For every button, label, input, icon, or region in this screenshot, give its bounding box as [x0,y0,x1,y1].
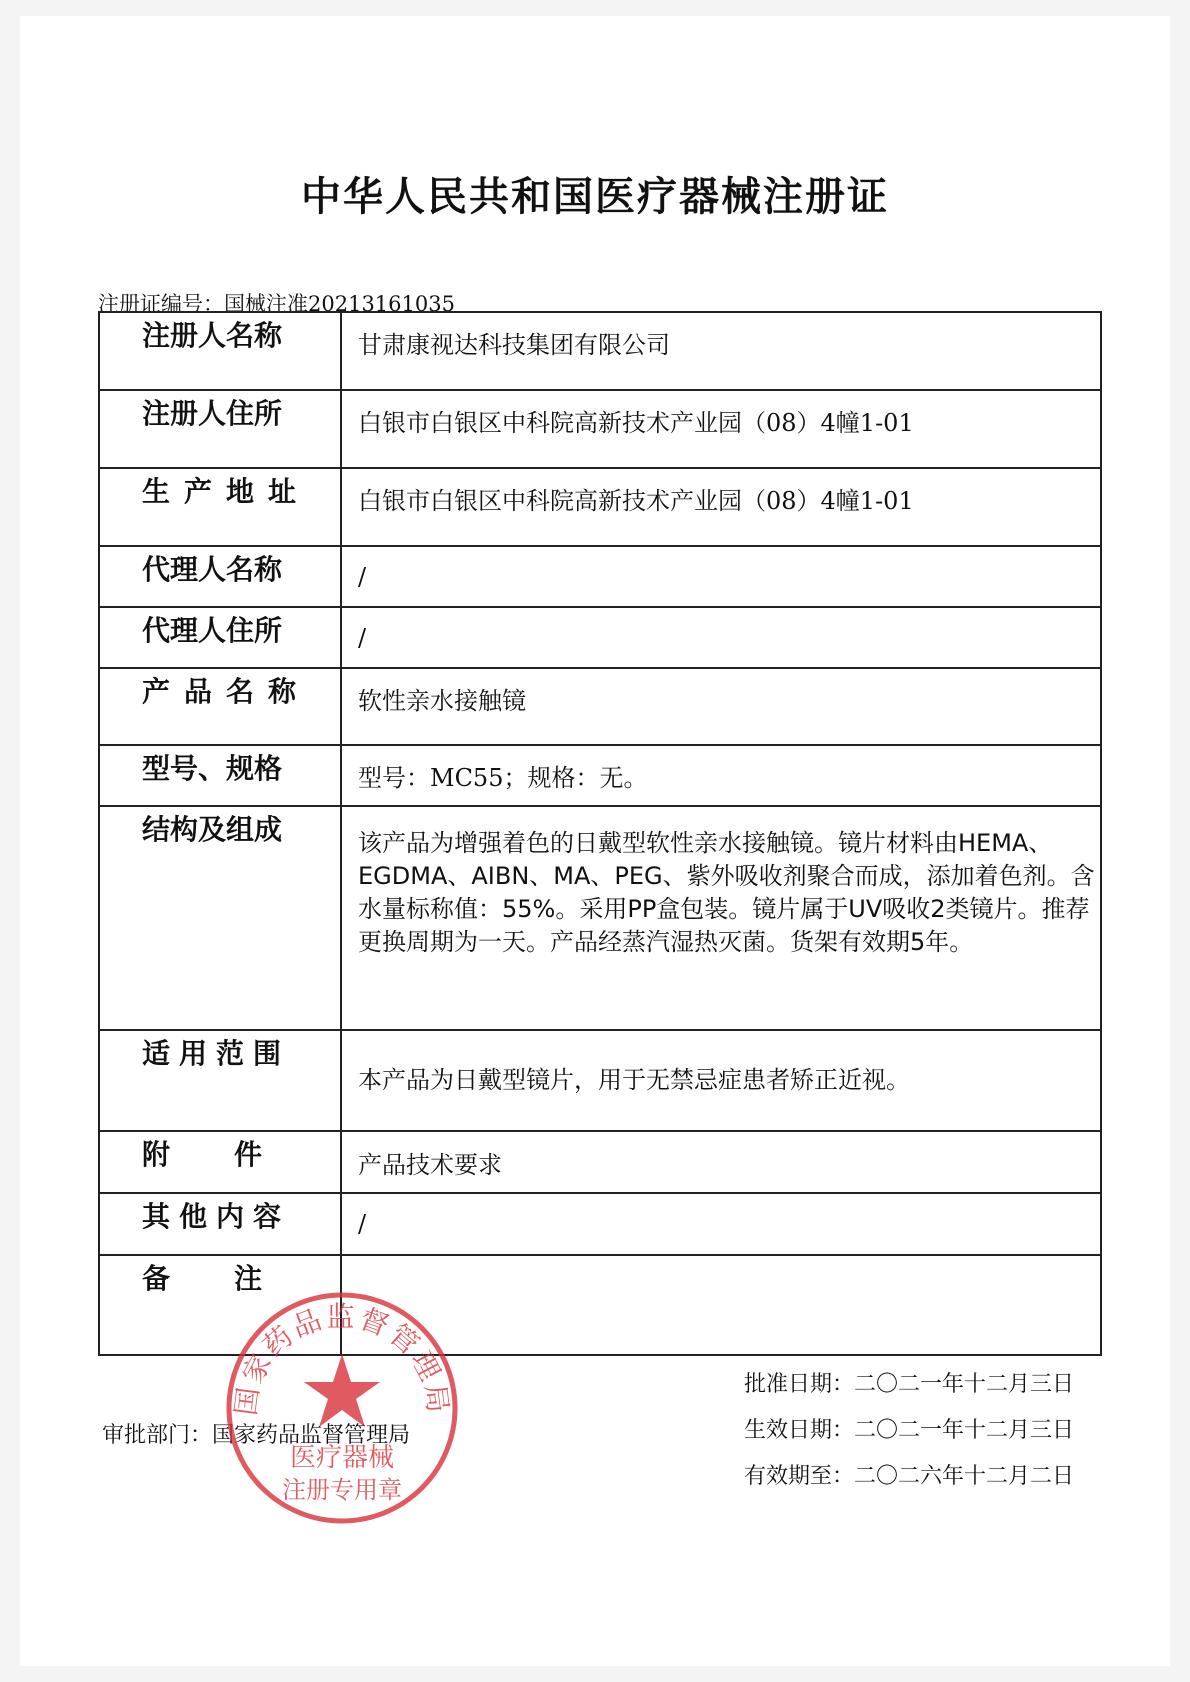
dates-block [744,1362,1074,1500]
table-row [99,1193,1101,1255]
row-value: 白银市白银区中科院高新技术产业园（08）4幢1-01 [341,468,1101,546]
row-label: 注册人住所 [99,390,341,468]
row-label: 备注 [99,1255,341,1355]
seal-center-line1: 医疗器械 [289,1443,395,1473]
table-row [99,806,1101,1030]
table-row [99,1131,1101,1193]
row-value: 产品技术要求 [341,1131,1101,1193]
row-value: 该产品为增强着色的日戴型软性亲水接触镜。镜片材料由HEMA、EGDMA、AIBN、MA、PEG、紫外吸收剂聚合而成，添加着色剂。含水量标称值：55%。采用PP盒包装。镜片属于UV吸收2类镜片。推荐更换周期为一天。产品经蒸汽湿热灭菌。货架有效期5年。 [341,806,1101,1030]
page-title: 中华人民共和国医疗器械注册证 [301,174,889,220]
row-value: / [341,1193,1101,1255]
table-row [99,546,1101,607]
row-value: 白银市白银区中科院高新技术产业园（08）4幢1-01 [341,390,1101,468]
row-label: 结构及组成 [99,806,341,1030]
table-row [99,468,1101,546]
table-row [99,607,1101,668]
table-row [99,312,1101,390]
seal-center-line2: 注册专用章 [282,1476,402,1504]
row-label: 型号、规格 [99,745,341,806]
approval-department: 审批部门：国家药品监督管理局 [102,1423,411,1448]
row-label: 代理人住所 [99,607,341,668]
certificate-table [98,311,1102,1356]
row-value: / [341,546,1101,607]
row-label: 其他内容 [99,1193,341,1255]
row-value: 甘肃康视达科技集团有限公司 [341,312,1101,390]
row-value: / [341,607,1101,668]
row-value: 本产品为日戴型镜片，用于无禁忌症患者矫正近视。 [341,1030,1101,1131]
table-row [99,668,1101,745]
table-row [99,745,1101,806]
row-label: 产品名称 [99,668,341,745]
approval-date: 批准日期：二〇二一年十二月三日 [744,1372,1075,1397]
row-value: 软性亲水接触镜 [341,668,1101,745]
row-label: 注册人名称 [99,312,341,390]
row-label: 附件 [99,1131,341,1193]
official-seal-icon [222,1288,462,1528]
seal-ring-text: 国家药品监督管理局 [228,1300,456,1418]
effective-date: 生效日期：二〇二一年十二月三日 [744,1418,1075,1443]
expiry-date: 有效期至：二〇二六年十二月二日 [744,1464,1075,1489]
table-row [99,390,1101,468]
row-value: 型号：MC55；规格：无。 [341,745,1101,806]
row-label: 生产地址 [99,468,341,546]
row-label: 代理人名称 [99,546,341,607]
registration-number: 注册证编号：国械注准20213161035 [98,292,455,316]
table-row [99,1030,1101,1131]
row-label: 适用范围 [99,1030,341,1131]
